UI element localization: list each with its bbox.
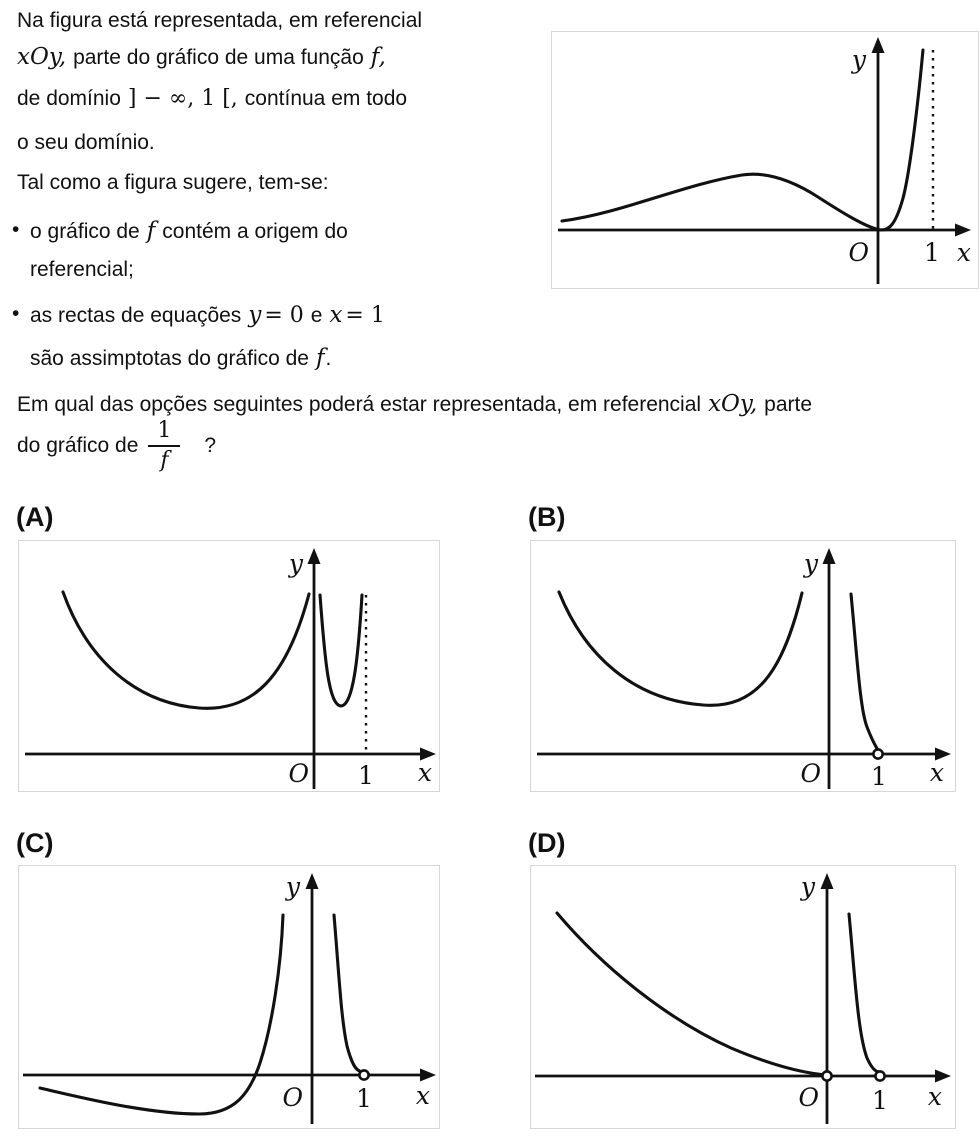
fraction-one-over-f <box>148 418 180 474</box>
y-axis-arrow-icon <box>823 548 836 564</box>
question-mark: ? <box>204 434 217 457</box>
statement-line-5: Tal como a figura sugere, tem-se: <box>17 171 329 194</box>
open-circle-at-1 <box>359 1070 368 1079</box>
curve-left-branch <box>557 913 822 1075</box>
figure-option-a <box>18 540 440 792</box>
math-xoy-2: xOy, <box>708 391 758 417</box>
bullet-1-text1: o gráfico de <box>30 220 140 243</box>
math-f-2: f <box>146 218 156 244</box>
bullet-2-text2: e <box>310 304 323 327</box>
statement-line-2-text: parte do gráfico de uma função <box>73 46 364 69</box>
figure-option-a-svg <box>19 541 439 791</box>
origin-label: O <box>798 1083 819 1112</box>
x-tick-1-label: 1 <box>358 761 374 790</box>
open-circle-at-1 <box>873 749 882 758</box>
math-interval: ] − ∞, 1 [, <box>127 86 238 111</box>
x-tick-1-label: 1 <box>871 762 887 791</box>
option-b-label: (B) <box>528 502 566 532</box>
bullet-2-line-1 <box>30 302 392 329</box>
figure-option-d-svg <box>531 866 955 1128</box>
figure-option-d <box>530 865 956 1129</box>
x-axis-arrow-icon <box>935 1070 951 1083</box>
figure-option-c <box>18 865 440 1129</box>
question-line-2 <box>17 418 216 474</box>
bullet-1-line-1 <box>30 218 348 245</box>
y-axis-arrow-icon <box>872 37 885 53</box>
bullet-2-icon: • <box>12 302 20 325</box>
math-x: x <box>329 302 343 328</box>
y-axis-arrow-icon <box>306 873 319 889</box>
x-tick-1-label: 1 <box>924 238 940 267</box>
curve-left-branch <box>63 592 309 708</box>
bullet-1-icon: • <box>12 218 20 241</box>
math-xoy: xOy, <box>17 44 67 70</box>
origin-label: O <box>800 759 821 788</box>
question-text1: Em qual das opções seguintes poderá estar representada, em referencial <box>17 393 702 416</box>
math-eq1: = 1 <box>345 303 385 328</box>
math-eq0: = 0 <box>264 303 304 328</box>
figure-option-b <box>530 540 956 792</box>
statement-line-4: o seu domínio. <box>17 131 155 154</box>
curve-left-branch <box>559 592 802 705</box>
figure-option-b-svg <box>531 541 955 791</box>
curve-f <box>562 50 923 230</box>
x-axis-label: x <box>415 1081 430 1110</box>
y-axis-label: y <box>800 872 815 901</box>
statement-line-1: Na figura está representada, em referencial <box>17 9 423 32</box>
y-axis-arrow-icon <box>821 873 834 889</box>
option-a-label: (A) <box>16 502 54 532</box>
y-axis-label: y <box>803 549 818 578</box>
bullet-2-period: . <box>325 347 332 370</box>
origin-label: O <box>848 238 869 267</box>
question-text2: parte <box>764 393 813 416</box>
y-axis-label: y <box>288 549 303 578</box>
figure-main-svg <box>552 32 978 288</box>
y-axis-arrow-icon <box>308 548 321 564</box>
figure-option-c-svg <box>19 866 439 1128</box>
x-axis-label: x <box>927 1082 942 1111</box>
x-tick-1-label: 1 <box>356 1084 372 1113</box>
option-c-label: (C) <box>16 828 54 858</box>
math-f: f, <box>370 44 386 70</box>
option-d-label: (D) <box>528 828 566 858</box>
x-axis-label: x <box>956 238 971 267</box>
bullet-1-text2: contém a origem do <box>162 220 348 243</box>
x-axis-arrow-icon <box>420 1069 436 1082</box>
statement-line-2 <box>17 44 393 71</box>
math-f-3: f <box>316 345 325 371</box>
statement-line-3-text1: de domínio <box>17 87 121 110</box>
bullet-2-line2-text: são assimptotas do gráfico de <box>30 347 309 370</box>
bullet-2-line-2 <box>30 345 331 372</box>
x-axis-arrow-icon <box>955 224 971 237</box>
y-axis-label: y <box>285 872 300 901</box>
x-axis-label: x <box>929 758 944 787</box>
open-circle-at-1 <box>875 1071 884 1080</box>
fraction-numerator: 1 <box>148 418 180 447</box>
bullet-2-text1: as rectas de equações <box>30 304 242 327</box>
question-line-1 <box>17 391 812 418</box>
origin-label: O <box>282 1083 303 1112</box>
statement-line-3 <box>17 86 407 112</box>
open-circle-at-origin <box>822 1071 831 1080</box>
origin-label: O <box>288 759 309 788</box>
curve-right-branch <box>320 595 362 706</box>
curve-right-branch <box>851 594 877 749</box>
fraction-denominator: f <box>160 448 169 473</box>
statement-line-3-text2: contínua em todo <box>244 87 408 110</box>
curve-right-branch <box>849 914 879 1072</box>
curve-right-branch <box>334 915 360 1071</box>
bullet-1-line-2: referencial; <box>30 258 134 281</box>
x-axis-label: x <box>417 758 432 787</box>
question-text3: do gráfico de <box>17 434 139 457</box>
figure-main-graph-f <box>551 31 979 289</box>
curve-left-branch <box>40 915 283 1114</box>
math-y: y <box>248 302 262 328</box>
y-axis-label: y <box>851 45 866 74</box>
x-tick-1-label: 1 <box>872 1086 888 1115</box>
